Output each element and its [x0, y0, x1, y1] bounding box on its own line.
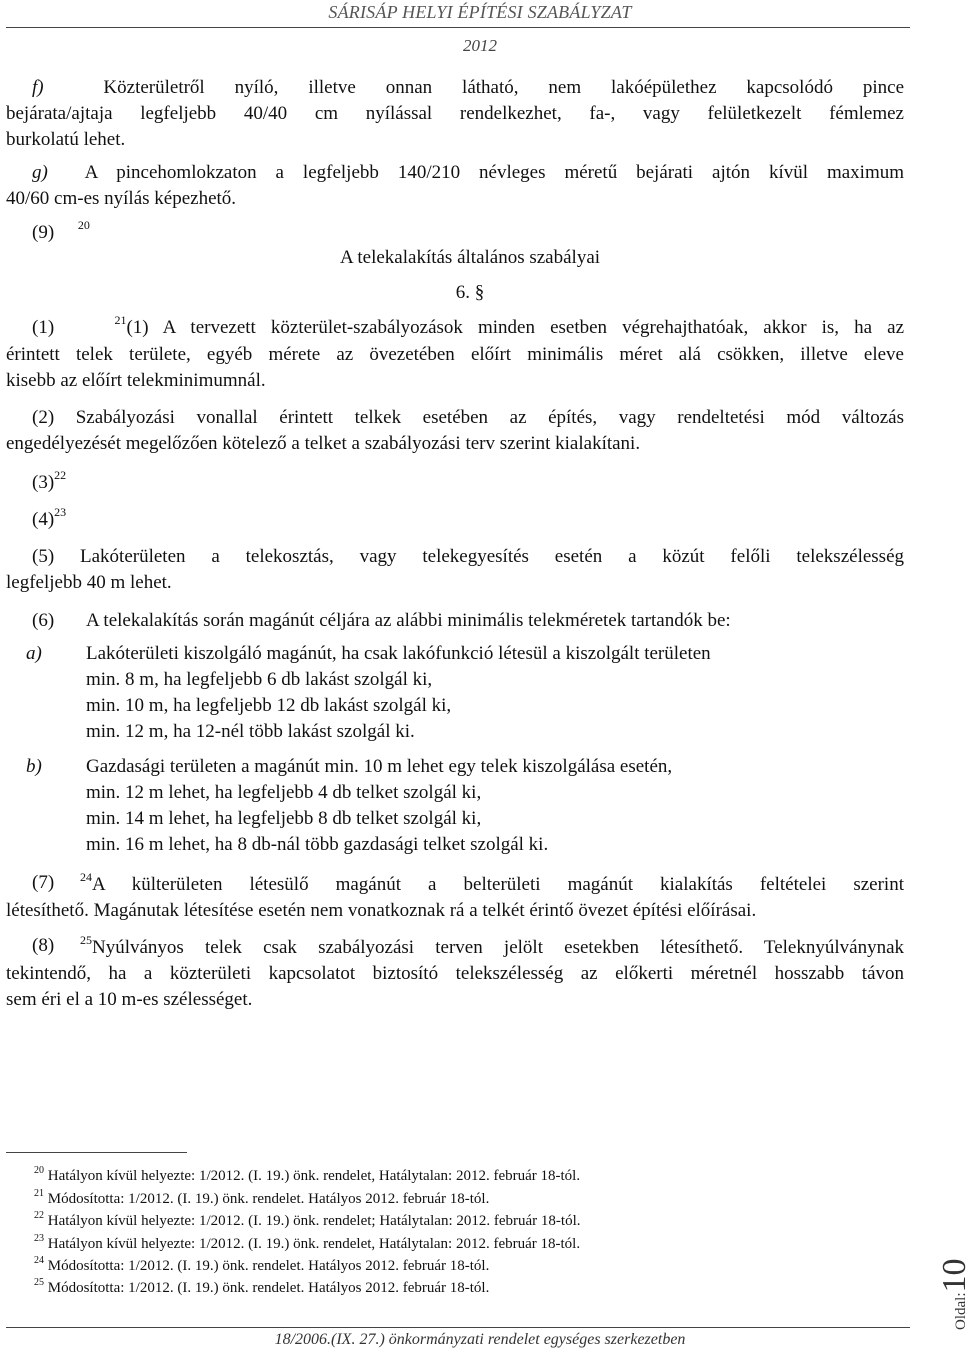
item-a-label: a) [26, 643, 42, 664]
item-b-line: Gazdasági területen a magánút min. 10 m lehet egy telek kiszolgálása esetén, [86, 756, 673, 777]
item-a-line: min. 8 m, ha legfeljebb 6 db lakást szolgál ki, [86, 669, 433, 690]
footnote-text: Hatályon kívül helyezte: 1/2012. (I. 19.) önk. rendelet; Hatálytalan: 2012. február 18-tól. [47, 1213, 581, 1229]
item-f-line [6, 75, 904, 101]
item-f-line: bejárata/ajtaja legfeljebb 40/40 cm nyílással rendelkezhet, fa-, vagy felületkezelt fémlemez [6, 103, 904, 124]
item-b-line: min. 14 m lehet, ha legfeljebb 8 db telket szolgál ki, [86, 808, 482, 829]
paragraph-7-text: A külterületen létesülő magánút a belterületi magánút kialakítás feltételei szerint [92, 874, 904, 895]
paragraph-8-cont [6, 961, 904, 1013]
paragraph-2-line: engedélyezését megelőzően kötelező a telket a szabályozási terv szerint kialakítani. [6, 433, 641, 454]
section-title: A telekalakítás általános szabályai [339, 247, 601, 268]
item-g [6, 160, 904, 212]
paragraph-1-number: (1) [32, 317, 55, 338]
paragraph-6-number: (6) [32, 610, 55, 631]
section-number: 6. § [455, 282, 485, 303]
paragraph-7-line: létesíthető. Magánutak létesítése esetén nem vonatkoznak rá a telkét érintő övezet építési előírásai. [6, 900, 757, 921]
header-rule [6, 27, 910, 28]
paragraph-8-line [80, 935, 904, 962]
paragraph-8-number: (8) [32, 935, 55, 956]
paragraph-3 [32, 468, 67, 494]
paragraph-8-line: sem éri el a 10 m-es szélességet. [6, 989, 253, 1010]
item-g-line [6, 160, 904, 186]
item-f-line: burkolatú lehet. [6, 129, 126, 150]
paragraph-4 [32, 505, 67, 531]
paragraph-1 [6, 315, 904, 394]
footnote-number: 25 [34, 1277, 44, 1288]
page-number-label: Oldal: [953, 1292, 969, 1330]
footnote-25 [34, 1277, 490, 1297]
item-b-label: b) [26, 756, 42, 777]
footnote-ref-21: 21 [114, 313, 127, 327]
item-a-line: min. 12 m, ha 12-nél több lakást szolgál ki. [86, 721, 415, 742]
footnote-number: 21 [34, 1188, 44, 1199]
item-g-label: g) [32, 162, 48, 183]
page-number [936, 1259, 974, 1331]
footnote-text: Módosította: 1/2012. (I. 19.) önk. rendelet. Hatályos 2012. február 18-tól. [47, 1258, 490, 1274]
paragraph-6-text: A telekalakítás során magánút céljára az alábbi minimális telekméretek tartandók be: [86, 610, 731, 631]
item-f-label: f) [32, 77, 44, 98]
footnote-21 [34, 1188, 490, 1208]
footnote-23 [34, 1233, 581, 1253]
footnote-number: 24 [34, 1255, 44, 1266]
paragraph-5 [6, 544, 904, 596]
footnote-rule [6, 1152, 187, 1153]
item-f-text: Közterületről nyíló, illetve onnan látható, nem lakóépülethez kapcsolódó pince [103, 77, 904, 98]
footnote-22 [34, 1210, 581, 1230]
paragraph-2 [6, 405, 904, 457]
footnote-ref-25: 25 [80, 933, 92, 947]
footnote-24 [34, 1255, 490, 1275]
item-a-line: min. 10 m, ha legfeljebb 12 db lakást szolgál ki, [86, 695, 452, 716]
footnote-20 [34, 1165, 581, 1185]
item-g-line: 40/60 cm-es nyílás képezhető. [6, 188, 237, 209]
footnote-text: Módosította: 1/2012. (I. 19.) önk. rendelet. Hatályos 2012. február 18-tól. [47, 1191, 490, 1207]
paragraph-7-number: (7) [32, 872, 55, 893]
item-f [6, 75, 904, 153]
footnote-ref-22: 22 [54, 468, 67, 482]
footnote-ref-20: 20 [77, 218, 90, 232]
paragraph-7 [80, 872, 904, 899]
footnote-ref-24: 24 [80, 870, 92, 884]
item-a-line: Lakóterületi kiszolgáló magánút, ha csak lakófunkció létesül a kiszolgált területen [86, 643, 711, 664]
item-b-line: min. 16 m lehet, ha 8 db-nál több gazdasági telket szolgál ki. [86, 834, 549, 855]
paragraph-5-line: (5) Lakóterületen a telekosztás, vagy telekegyesítés esetén a közút felőli telekszélesség [32, 546, 904, 567]
document-header-title: SÁRISÁP HELYI ÉPÍTÉSI SZABÁLYZAT [328, 2, 632, 22]
paragraph-8-line: tekintendő, ha a közterületi kapcsolatot biztosító telekszélesség az előkerti méretnél hosszabb távon [6, 963, 904, 984]
paragraph-3-number: (3) [32, 472, 55, 493]
paragraph-4-number: (4) [32, 509, 55, 530]
paragraph-8 [80, 935, 904, 962]
footer-rule [6, 1327, 910, 1328]
page-number-value: 10 [936, 1258, 973, 1293]
footer-text: 18/2006.(IX. 27.) önkormányzati rendelet egységes szerkezetben [274, 1331, 686, 1348]
paragraph-2-line: (2) Szabályozási vonallal érintett telkek esetében az építés, vagy rendeltetési mód változás [32, 407, 904, 428]
document-header-year: 2012 [463, 36, 497, 55]
footnote-ref-23: 23 [54, 505, 67, 519]
paragraph-8-text: Nyúlványos telek csak szabályozási terven jelölt esetekben létesíthető. Teleknyúlványnak [92, 937, 904, 958]
paragraph-9-number: (9) [32, 222, 55, 243]
paragraph-5-line: legfeljebb 40 m lehet. [6, 572, 172, 593]
paragraph-1-line [6, 315, 904, 342]
footnote-number: 20 [34, 1165, 44, 1176]
footnote-text: Hatályon kívül helyezte: 1/2012. (I. 19.) önk. rendelet, Hatálytalan: 2012. február 18-tól. [47, 1236, 581, 1252]
paragraph-1-text: (1) A tervezett közterület-szabályozások minden esetben végrehajthatóak, akkor is, ha az [126, 317, 904, 338]
item-b-line: min. 12 m lehet, ha legfeljebb 4 db telket szolgál ki, [86, 782, 482, 803]
paragraph-9 [32, 218, 90, 244]
footnote-text: Módosította: 1/2012. (I. 19.) önk. rendelet. Hatályos 2012. február 18-tól. [47, 1280, 490, 1296]
footnote-text: Hatályon kívül helyezte: 1/2012. (I. 19.) önk. rendelet, Hatálytalan: 2012. február 18-tól. [47, 1168, 581, 1184]
paragraph-7-line [80, 872, 904, 899]
item-g-text: A pincehomlokzaton a legfeljebb 140/210 névleges méretű bejárati ajtón kívül maximum [84, 162, 904, 183]
footnote-number: 22 [34, 1210, 44, 1221]
footnote-number: 23 [34, 1233, 44, 1244]
paragraph-7-cont [6, 898, 904, 924]
paragraph-1-line: kisebb az előírt telekminimumnál. [6, 370, 266, 391]
paragraph-1-line: érintett telek területe, egyéb mérete az övezetében előírt minimális méret alá csökken, illetve eleve [6, 344, 904, 365]
